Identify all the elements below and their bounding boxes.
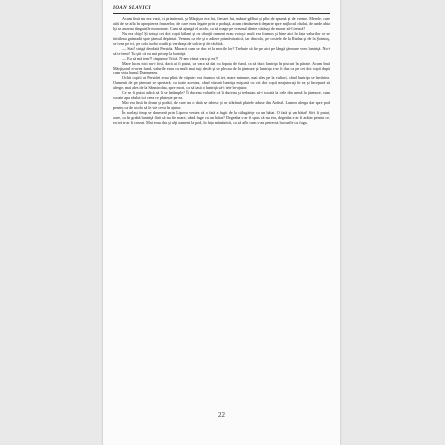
paragraph: Ochii copiii ai Persidei erau plini de văpaie: era frumos să iei, mare minune, mai ales pe la vultori, când luntriţa se învârtea. Oamenii de pe ţărmuri se speriară, cu toate acestea, când văzură luntriţa mişcată cu cei doi copii neajutoraţi în ea şi începură să alerge, mai ales de la Sânnicolau, spre mori, ca să iasă o luntriţă să-i ieie în-ajutor. [113,75,330,91]
paragraph: — Eu să mă tem?! răspunse Trică. N-am văzut vara şi eu?! [122,55,219,61]
header-rule [113,13,330,14]
running-header: IOAN SLAVICI [113,6,151,11]
paragraph: În acelaşi timp se duseseră prin Lipova vestea că o fată a fugit de la călugăriţe cu un băiat. O fată şi un băiat! Să-i fi putut, oare, ca în grabă luntriţă fără să nu fie mare, când fuge cu un băiat? Degeaba s-ar fi spus că nu era, degeaba s-ar fi arătat pentru ce, ea tot n-ar fi crezut. Mai erau dar şi alţi oameni la pod, în fața mănăstirii, ca să afle cum s-au petrecut lucrurile cu fuga. [113,110,330,126]
paragraph: Mare lucru nici nu-i fost, dacă ai fi putut, ca vara să dai cu lopata de fund, ca să duci luntriţa în piscuri în pâraie. Acum însă Mărţişorul n-avea fund, valurile erau cu mult mai iuţi decât şi se plecau de la ţărmure şi luntriţa s-ar fi dus ca pe cei doi copii după cum voia bunul Dumnezeu. [113,60,330,76]
paragraph: Ce se fi putut adică să li se întâmple? Îi duceau valurile că îi duceau şi trebuiau să-i scoată la cele din urmă la ţărmure, cum scoate apa răului tot ceea ce plutește pe ea. [113,90,330,101]
page-number: 22 [218,411,225,419]
paragraph: Acum însă nu era vară, ci primăvară, şi Mărţişor era lut, fiecare lut, mânat-gălbui şi plin de spumă şi de vreme. Merele, care atât de se afla în apropierea frunzelor, de care erau legate prin o poduţă, acum rămăseseră departe spre mijlocul râului, de unde abia îşi se auzeau tânguirile monotone. Cum să ajungă el acolo, ca să roage pe vreunul dintre cărăuşi de morar să-l treacă? [113,17,330,31]
paragraph: — Stai! strigă deodată Persida. Morarii cum se duc ei la morile lor? Trebuie să fie pe aici pe lângă ţărmure vreo luntriţă. Nu-i să te temi! Tu ştii că eu mă pricep la luntriţă. [113,45,330,56]
body-text [113,17,330,407]
book-page [103,0,340,445]
paragraph: Nu era chip! Şi totuşi cei doi copii bălani şi cu obrajii rumeni erau voioşi: mult era frumos şi bine aici în fața valurilor ce se tăvăleau grămadă spre ţărmul depărtat. Veneau ca ele şi o adiere primăvăratică, iar dincolo, pe costele de la Radna şi de la Şoimuş, se ivea pe ici, pe colo turba crudă şi verdeaţa de salcie şi de răchită. [113,30,330,46]
paragraph: Mai era însă în drum şi podul, de care nu o dată se izbesc şi se sfărâmă plutele aduse din Ardeal. Lumea alerga dar spre pod pentru ca de acolo să le vie ceva în ajutor. [113,100,330,111]
